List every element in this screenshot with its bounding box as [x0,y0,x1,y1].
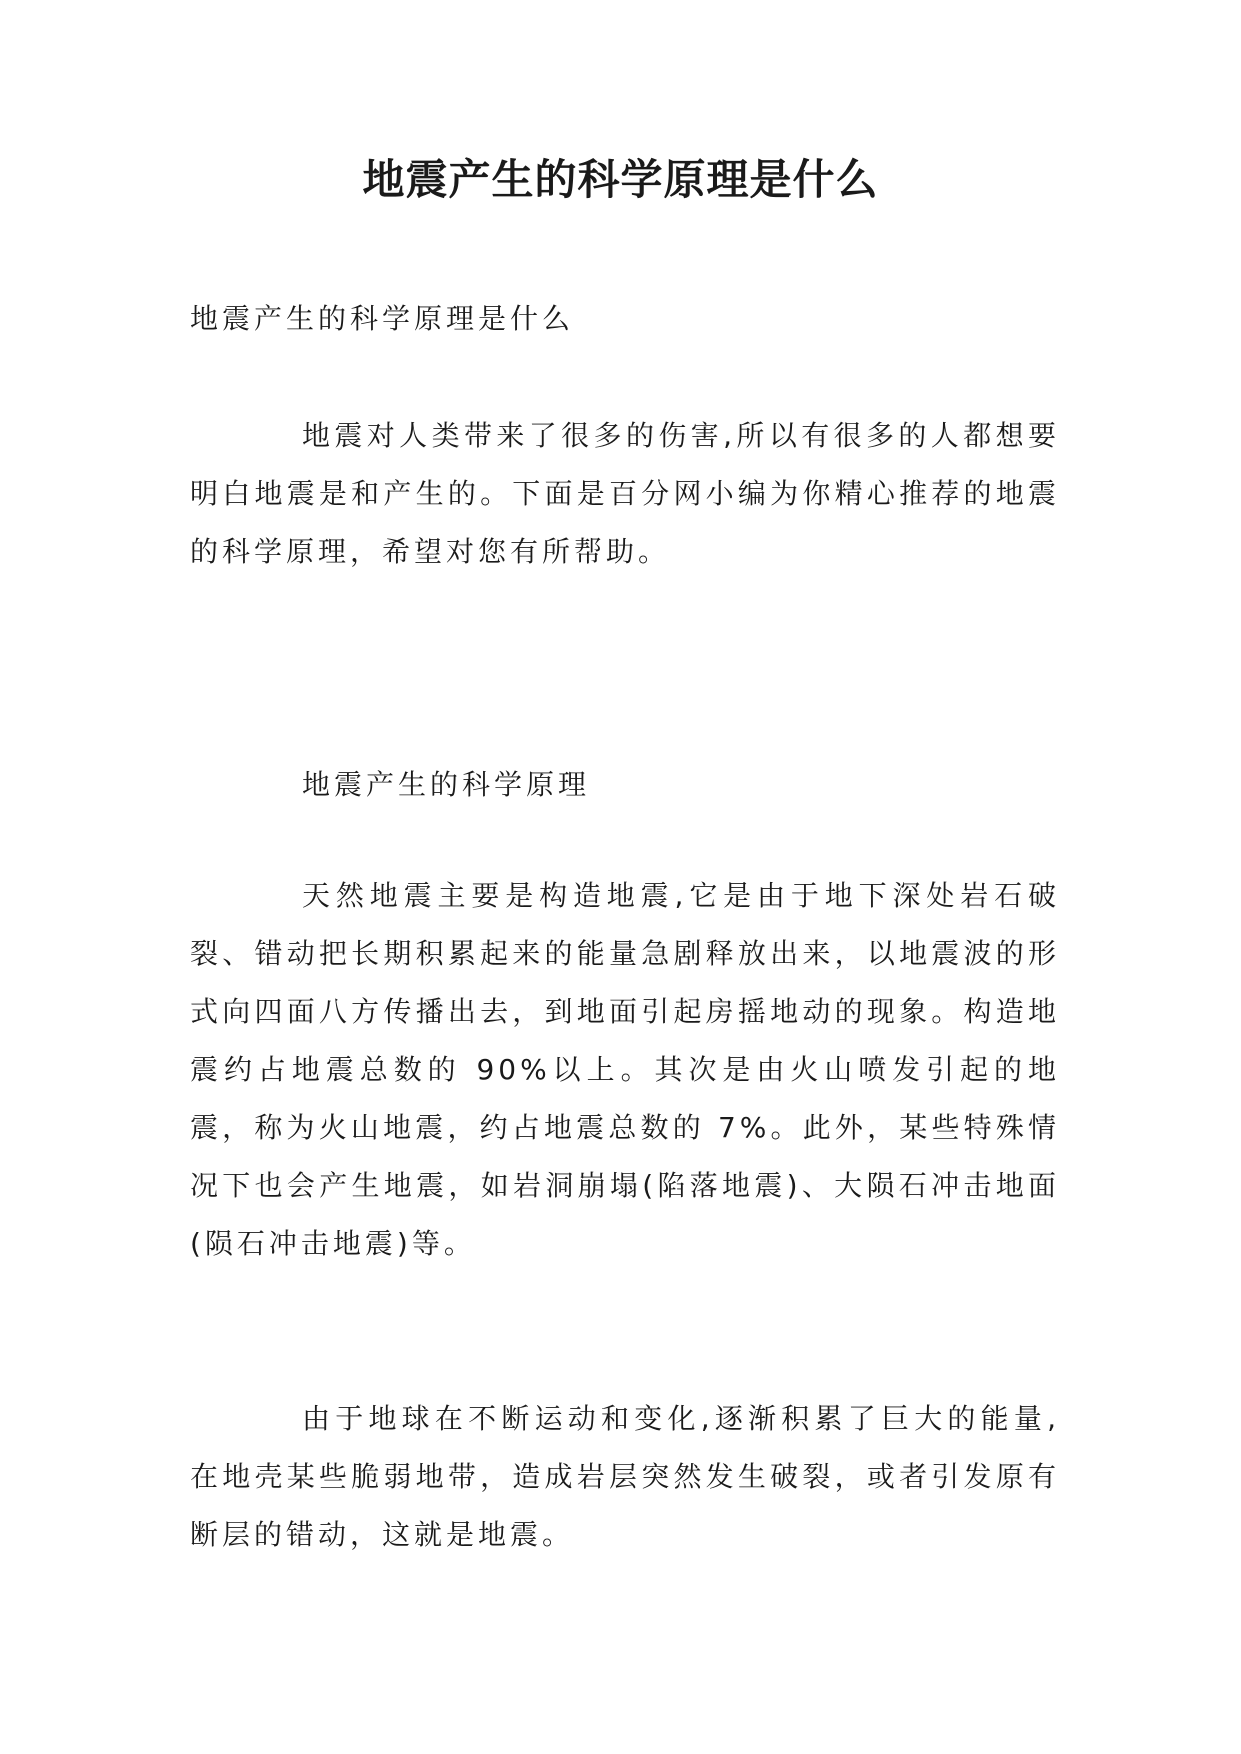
section-heading: 地震产生的科学原理 [302,768,591,801]
page-title: 地震产生的科学原理是什么 [362,155,879,204]
body-paragraph-2: 由于地球在不断运动和变化,逐渐积累了巨大的能量,在地壳某些脆弱地带，造成岩层突然发生破裂，或者引发原有断层的错动，这就是地震。 [190,1402,1060,1551]
body-paragraph-1: 天然地震主要是构造地震,它是由于地下深处岩石破裂、错动把长期积累起来的能量急剧释放出来，以地震波的形式向四面八方传播出去，到地面引起房摇地动的现象。构造地震约占地震总数的 90%以上。其次是由火山喷发引起的地震，称为火山地震，约占地震总数的 7%。此外，某些特殊情况下也会产生地震，如岩洞崩塌(陷落地震)、大陨石冲击地面(陨石冲击地震)等。 [190,879,1060,1260]
document-subtitle: 地震产生的科学原理是什么 [190,302,575,335]
intro-paragraph: 地震对人类带来了很多的伤害,所以有很多的人都想要明白地震是和产生的。下面是百分网小编为你精心推荐的地震的科学原理，希望对您有所帮助。 [190,419,1060,568]
